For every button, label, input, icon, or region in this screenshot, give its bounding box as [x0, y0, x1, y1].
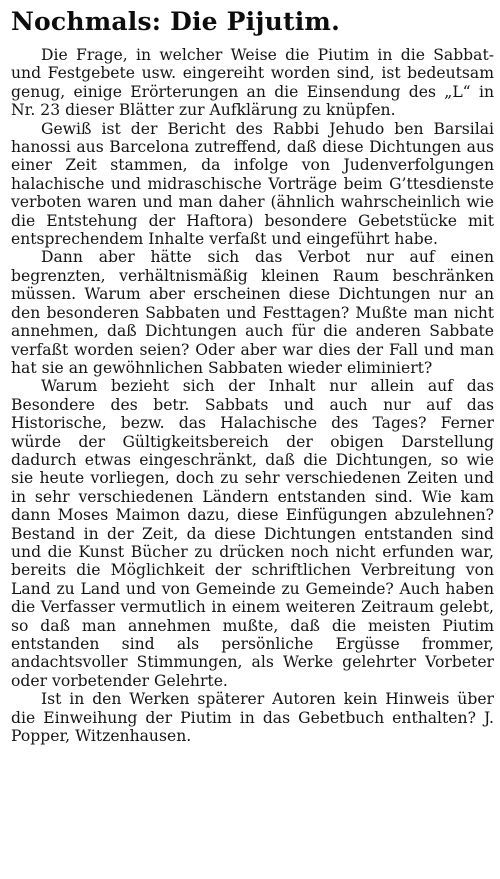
article-title: Nochmals: Die Pijutim. — [11, 7, 340, 36]
paragraph-4: Warum bezieht sich der Inhalt nur allein auf das Besondere des betr. Sabbats und auch nur auf das Historische, bezw. das Halachische des Tages? Ferner würde der Gültigkeitsbereich der obigen Darstellung dadurch etwas eingeschränkt, daß die Dichtungen, so wie sie heute vorliegen, doch zu sehr verschiedenen Zeiten und in sehr verschiedenen Ländern entstanden sind. Wie kam dann Moses Maimon dazu, diese Einfügungen abzulehnen? Bestand in der Zeit, da diese Dichtungen entstanden sind und die Kunst Bücher zu drücken noch nicht erfunden war, bereits die Möglichkeit der schriftlichen Verbreitung von Land zu Land und von Gemeinde zu Gemeinde? Auch haben die Verfasser vermutlich in einem weiteren Zeitraum gelebt, so daß man annehmen mußte, daß die meisten Piutim entstanden sind als persönliche Ergüsse frommer, andachtsvoller Stimmungen, als Werke gelehrter Vorbeter oder vorbetender Gelehrte. — [11, 377, 494, 690]
article-body — [11, 46, 494, 745]
author-signature: J. Popper, Witzenhausen. — [11, 708, 494, 746]
paragraph-5 — [11, 690, 494, 745]
paragraph-1: Die Frage, in welcher Weise die Piutim in die Sabbat- und Festgebete usw. eingereiht worden sind, ist bedeutsam genug, einige Erörterungen an die Einsendung des „L“ in Nr. 23 dieser Blätter zur Aufklärung zu knüpfen. — [11, 46, 494, 120]
paragraph-2: Gewiß ist der Bericht des Rabbi Jehudo ben Barsilai hanossi aus Barcelona zutreffend, daß diese Dichtungen aus einer Zeit stammen, da infolge von Judenverfolgungen halachische und midraschische Vorträge beim G’ttesdienste verboten waren und man daher (ähnlich wahrscheinlich wie die Entstehung der Haftora) besondere Gebetstücke mit entsprechendem Inhalte verfaßt und eingeführt habe. — [11, 119, 494, 249]
paragraph-3: Dann aber hätte sich das Verbot nur auf einen begrenzten, verhältnismäßig kleinen Raum beschränken müssen. Warum aber erscheinen diese Dichtungen nur an den besonderen Sabbaten und Festtagen? Mußte man nicht annehmen, daß Dichtungen auch für die anderen Sabbate verfaßt worden seien? Oder aber war dies der Fall und man hat sie an gewöhnlichen Sabbaten wieder eliminiert? — [11, 248, 494, 377]
closing-question: Ist in den Werken späterer Autoren kein Hinweis über die Einweihung der Piutim in das Gebetbuch enthalten? — [11, 690, 494, 727]
